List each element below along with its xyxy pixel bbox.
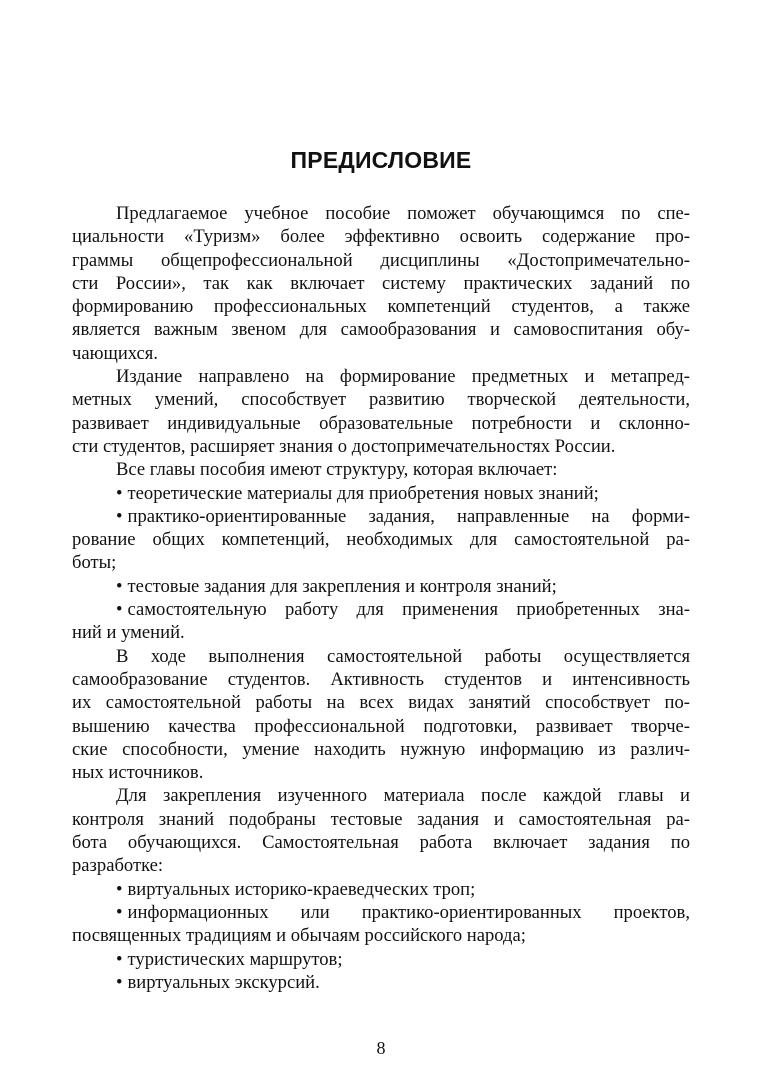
text-line: [72, 458, 690, 481]
line-text: ские способности, умение находить нужную информацию из различ-: [72, 738, 690, 760]
bullet-icon: •: [116, 505, 123, 527]
text-line: [72, 272, 690, 295]
text-line: [72, 691, 690, 714]
line-text: их самостоятельной работы на всех видах занятий способствует по-: [72, 692, 690, 714]
line-text: самообразование студентов. Активность студентов и интенсивность: [72, 668, 690, 690]
text-line: [72, 202, 690, 225]
text-line: [72, 412, 690, 435]
bullet-icon: •: [116, 878, 123, 900]
bullet-icon: •: [116, 971, 123, 993]
line-text: метных умений, способствует развитию творческой деятельности,: [72, 389, 690, 411]
line-text: тестовые задания для закрепления и контроля знаний;: [127, 575, 557, 597]
bullet-line: [72, 598, 690, 621]
text-line: [72, 249, 690, 272]
text-line: [72, 645, 690, 668]
text-line: [72, 365, 690, 388]
line-text: рование общих компетенций, необходимых для самостоятельной ра-: [72, 529, 690, 551]
line-text: Издание направлено на формирование предметных и метапред-: [116, 366, 690, 388]
bullet-line: [72, 482, 690, 505]
bullet-line: [72, 505, 690, 528]
line-text: самостоятельную работу для применения приобретенных зна-: [127, 599, 690, 621]
text-line: [72, 668, 690, 691]
bullet-line: [72, 901, 690, 924]
text-line: [72, 295, 690, 318]
line-text: формированию профессиональных компетенций студентов, а также: [72, 296, 690, 318]
line-text: циальности «Туризм» более эффективно освоить содержание про-: [72, 226, 690, 248]
line-text: чающихся.: [72, 342, 158, 364]
text-line: [72, 784, 690, 807]
line-text: Предлагаемое учебное пособие поможет обучающимся по спе-: [116, 203, 690, 224]
line-text: является важным звеном для самообразования и самовоспитания обу-: [72, 319, 690, 341]
line-text: вышению качества профессиональной подготовки, развивает творче-: [72, 715, 690, 737]
line-text: Все главы пособия имеют структуру, которая включает:: [116, 459, 558, 481]
text-line: [72, 435, 690, 458]
text-line: [72, 621, 690, 644]
bullet-line: [72, 878, 690, 901]
line-text: посвященных традициям и обычаям российского народа;: [72, 925, 526, 947]
page-number: 8: [376, 1038, 386, 1058]
line-text: боты;: [72, 552, 117, 574]
line-text: В ходе выполнения самостоятельной работы осуществляется: [116, 645, 690, 667]
line-text: граммы общепрофессиональной дисциплины «Достопримечательно-: [72, 249, 690, 271]
text-line: [72, 318, 690, 341]
line-text: теоретические материалы для приобретения новых знаний;: [127, 482, 599, 504]
bullet-line: [72, 575, 690, 598]
line-text: контроля знаний подобраны тестовые задания и самостоятельная ра-: [72, 808, 690, 830]
text-line: [72, 808, 690, 831]
book-page: [72, 0, 690, 1079]
bullet-icon: •: [116, 901, 123, 923]
bullet-line: [72, 971, 690, 994]
line-text: бота обучающихся. Самостоятельная работа включает задания по: [72, 832, 690, 854]
bullet-line: [72, 948, 690, 971]
line-text: сти России», так как включает систему практических заданий по: [72, 272, 690, 294]
text-line: [72, 924, 690, 947]
text-line: [72, 388, 690, 411]
line-text: Для закрепления изученного материала после каждой главы и: [116, 785, 690, 807]
line-text: информационных или практико-ориентированных проектов,: [127, 901, 690, 923]
line-text: виртуальных экскурсий.: [127, 971, 320, 993]
bullet-icon: •: [116, 575, 123, 597]
bullet-icon: •: [116, 482, 123, 504]
text-line: [72, 715, 690, 738]
text-line: [72, 225, 690, 248]
text-line: [72, 342, 690, 365]
line-text: ных источников.: [72, 762, 204, 784]
text-line: [72, 528, 690, 551]
text-line: [72, 854, 690, 877]
line-text: практико-ориентированные задания, направленные на форми-: [127, 505, 690, 527]
line-text: разработке:: [72, 855, 164, 877]
preface-body: [72, 202, 690, 994]
line-text: сти студентов, расширяет знания о достопримечательностях России.: [72, 435, 616, 457]
text-line: [72, 831, 690, 854]
line-text: развивает индивидуальные образовательные потребности и склонно-: [72, 412, 690, 434]
line-text: виртуальных историко-краеведческих троп;: [127, 878, 476, 900]
text-line: [72, 551, 690, 574]
line-text: ний и умений.: [72, 622, 185, 644]
text-line: [72, 761, 690, 784]
page-title: ПРЕДИСЛОВИЕ: [290, 147, 472, 173]
bullet-icon: •: [116, 948, 123, 970]
line-text: туристических маршрутов;: [127, 948, 343, 970]
bullet-icon: •: [116, 599, 123, 621]
text-line: [72, 738, 690, 761]
